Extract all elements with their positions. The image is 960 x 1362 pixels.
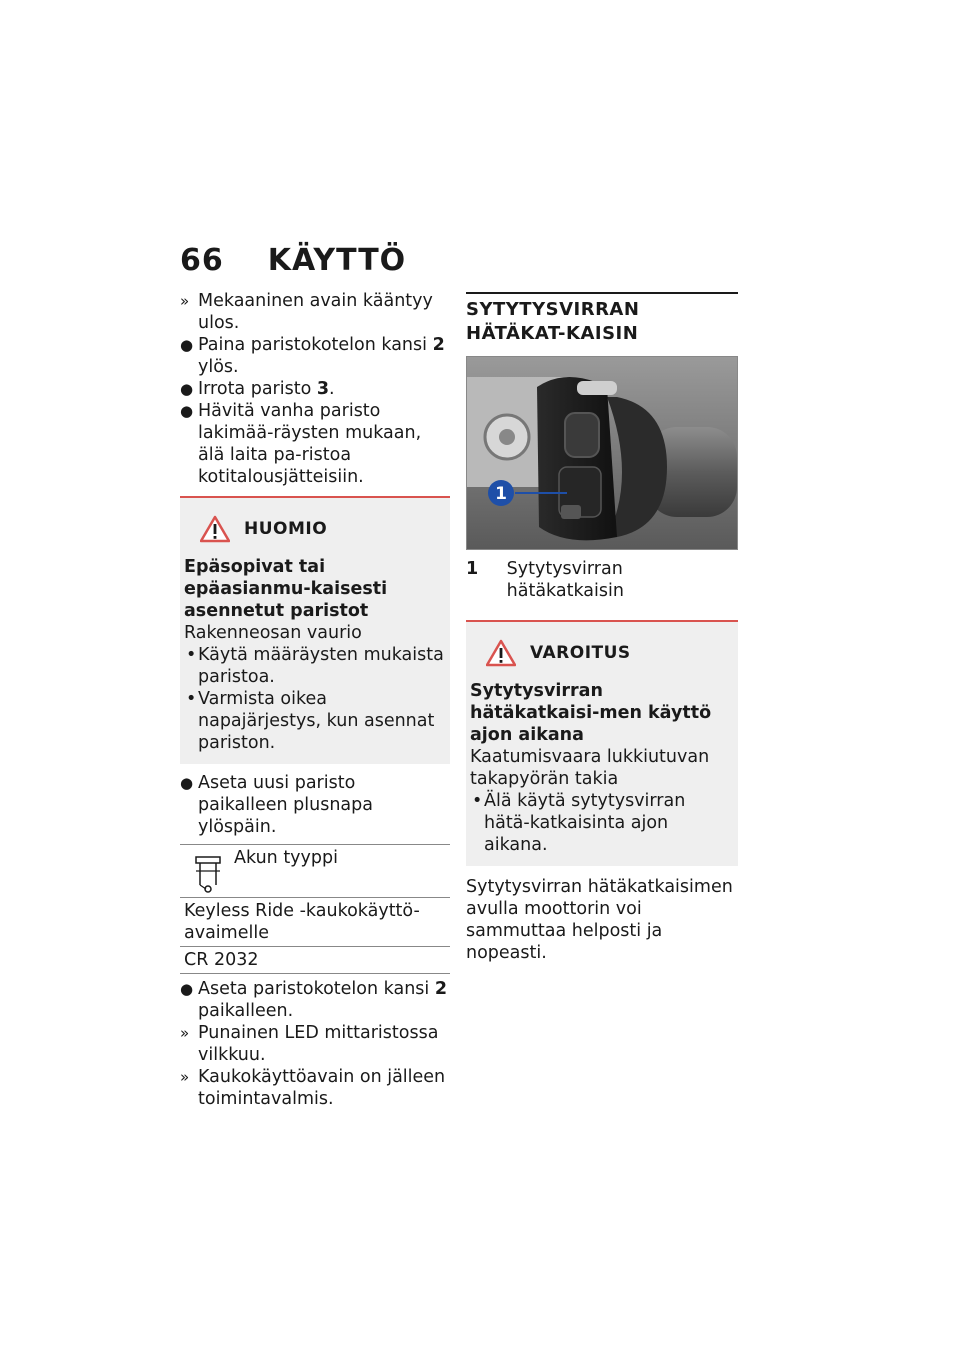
step-item	[180, 334, 450, 378]
step-text: Punainen LED mittaristossa vilkkuu.	[198, 1023, 439, 1065]
battery-spec-icon	[190, 851, 226, 895]
handlebar-switch-illustration	[467, 357, 737, 549]
section-title: SYTYTYSVIRRAN HÄTÄKAT-KAISIN	[466, 292, 738, 346]
step-text-tail: .	[329, 379, 335, 399]
result-marker: »	[180, 1068, 190, 1086]
notice-bullet-text: Varmista oikea napajärjestys, kun asennat pariston.	[198, 689, 435, 753]
bullet-dot-icon: •	[186, 645, 197, 665]
step-text: Irrota paristo	[198, 379, 317, 399]
result-marker: »	[180, 292, 190, 310]
spec-row	[180, 947, 450, 974]
ref-number: 3	[316, 379, 330, 399]
step-text: Kaukokäyttöavain on jälleen toimintavalmis.	[198, 1067, 446, 1109]
bullet-marker: ●	[180, 402, 194, 420]
notice-bullet	[184, 688, 446, 754]
warning-triangle-icon	[200, 515, 230, 543]
warning-triangle-icon	[486, 639, 516, 667]
step-text-tail: paikalleen.	[198, 1001, 294, 1021]
step-item	[180, 290, 450, 334]
handlebar-switch-photo	[466, 356, 738, 550]
left-column	[180, 290, 450, 1110]
step-item	[180, 1066, 450, 1110]
page-number: 66	[180, 243, 224, 278]
step-text: Paina paristokotelon kansi	[198, 335, 433, 355]
bullet-dot-icon: •	[472, 791, 483, 811]
notice-title: HUOMIO	[244, 519, 328, 539]
step-item	[180, 400, 450, 488]
bullet-marker: ●	[180, 336, 194, 354]
chapter-title: KÄYTTÖ	[267, 243, 407, 278]
bullet-marker: ●	[180, 980, 194, 998]
notice-header	[184, 512, 446, 546]
spec-cell: Keyless Ride -kaukokäyttö-avaimelle	[180, 898, 450, 947]
notice-bullet-text: Älä käytä sytytysvirran hätä-katkaisinta ajon aikana.	[484, 791, 686, 855]
spec-value: CR 2032	[180, 947, 450, 974]
page-header	[180, 243, 406, 278]
caption-number: 1	[466, 559, 479, 579]
step-item	[180, 1022, 450, 1066]
bullet-marker: ●	[180, 774, 194, 792]
step-item	[180, 978, 450, 1022]
bullet-dot-icon: •	[186, 689, 197, 709]
notice-bullet	[184, 644, 446, 688]
right-column	[466, 290, 738, 982]
result-marker: »	[180, 1024, 190, 1042]
step-item	[180, 772, 450, 838]
step-item	[180, 378, 450, 400]
notice-subtitle: Epäsopivat tai epäasianmu-kaisesti asennetut paristot	[184, 557, 388, 621]
spec-header-row	[180, 845, 450, 898]
figure-caption	[466, 558, 738, 602]
spec-table	[180, 844, 450, 974]
notice-consequence: Kaatumisvaara lukkiutuvan takapyörän takia	[470, 747, 710, 789]
step-text: Hävitä vanha paristo lakimää-räysten mukaan, älä laita pa-ristoa kotitalousjätteisiin.	[198, 401, 422, 487]
warning-notice	[466, 620, 738, 866]
notice-header	[470, 636, 734, 670]
notice-bullet-text: Käytä määräysten mukaista paristoa.	[198, 645, 444, 687]
step-text-tail: ylös.	[198, 357, 239, 377]
figure-callout-label: 1	[495, 484, 507, 504]
notice-subtitle: Sytytysvirran hätäkatkaisi-men käyttö ajon aikana	[470, 681, 712, 745]
step-text: Mekaaninen avain kääntyy ulos.	[198, 291, 433, 333]
step-text: Aseta paristokotelon kansi	[198, 979, 435, 999]
step-text: Aseta uusi paristo paikalleen plusnapa ylöspäin.	[198, 773, 373, 837]
ref-number: 2	[432, 335, 445, 355]
caption-text: Sytytysvirran hätäkatkaisin	[506, 559, 624, 601]
spec-row	[180, 898, 450, 947]
bullet-marker: ●	[180, 380, 194, 398]
notice-consequence: Rakenneosan vaurio	[184, 623, 362, 643]
ref-number: 2	[434, 979, 448, 999]
caution-notice	[180, 496, 450, 764]
notice-title: VAROITUS	[530, 643, 631, 663]
notice-bullet	[470, 790, 734, 856]
body-paragraph: Sytytysvirran hätäkatkaisimen avulla moottorin voi sammuttaa helposti ja nopeasti.	[466, 877, 733, 963]
spec-title: Akun tyyppi	[234, 848, 338, 868]
